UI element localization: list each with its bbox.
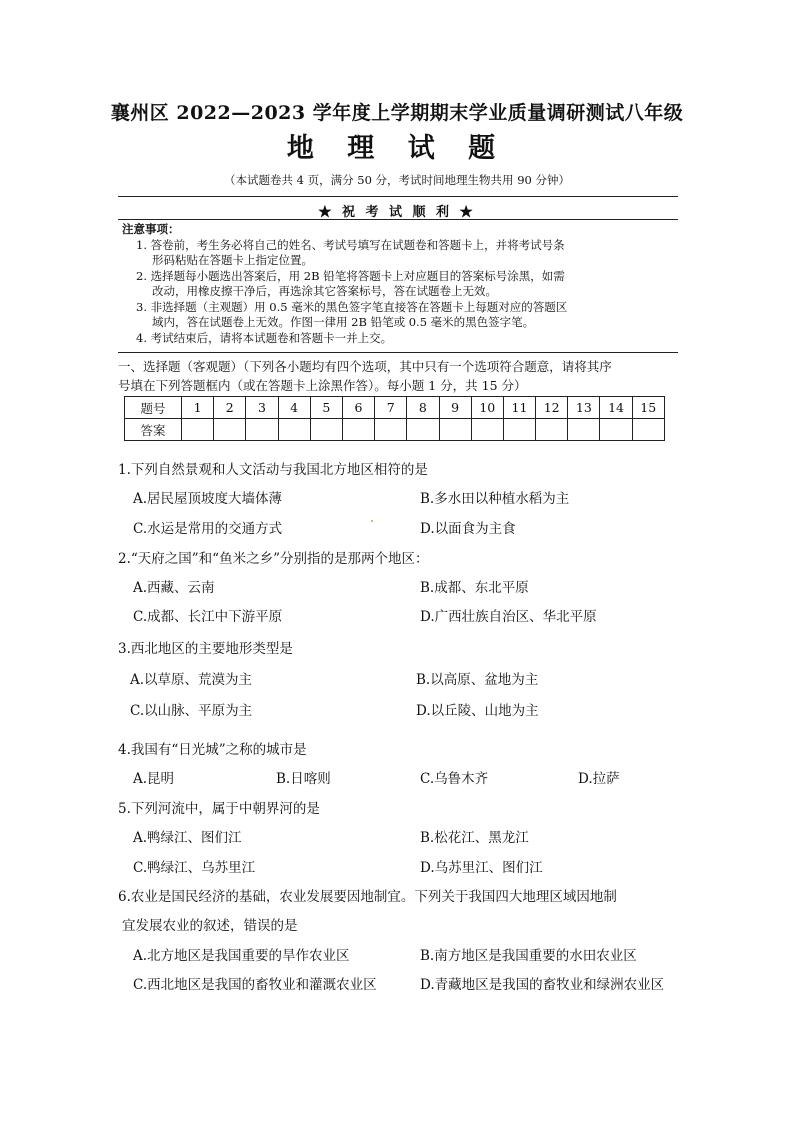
question-2-stem: 2.“天府之国”和“鱼米之乡”分别指的是那两个地区： — [118, 551, 429, 567]
question-6-option-d: D.青藏地区是我国的畜牧业和绿洲农业区 — [420, 977, 665, 993]
question-1-option-d: D.以面食为主食 — [420, 521, 516, 537]
answer-cell[interactable] — [568, 419, 600, 441]
answer-cell[interactable] — [600, 419, 632, 441]
answer-cell[interactable] — [439, 419, 471, 441]
exam-title: 襄州区 2022—2023 学年度上学期期末学业质量调研测试八年级 — [110, 102, 684, 124]
question-number-cell: 9 — [439, 397, 471, 419]
question-number-cell: 10 — [471, 397, 503, 419]
answer-table — [124, 396, 665, 441]
question-1-option-b: B.多水田以种植水稻为主 — [420, 491, 570, 507]
question-number-cell: 11 — [503, 397, 535, 419]
answer-cell[interactable] — [632, 419, 664, 441]
answer-cell[interactable] — [214, 419, 246, 441]
ink-speck — [371, 520, 373, 522]
answer-table-row-numbers — [125, 397, 665, 419]
question-number-cell: 15 — [632, 397, 664, 419]
question-number-cell: 12 — [536, 397, 568, 419]
question-number-cell: 6 — [342, 397, 374, 419]
notice-line: 3. 非选择题（主观题）用 0.5 毫米的黑色签字笔直接答在答题卡上每题对应的答题区 — [136, 299, 568, 314]
notice-block — [118, 222, 678, 346]
question-number-cell: 4 — [278, 397, 310, 419]
question-6-option-c: C.西北地区是我国的畜牧业和灌溉农业区 — [133, 977, 377, 993]
question-number-cell: 1 — [182, 397, 214, 419]
notice-line: 4. 考试结束后，请将本试题卷和答题卡一并上交。 — [136, 330, 393, 345]
question-4-option-d: D.拉萨 — [578, 771, 620, 787]
question-1-stem: 1.下列自然景观和人文活动与我国北方地区相符的是 — [118, 462, 428, 478]
row-label-answer: 答案 — [125, 419, 182, 441]
question-1-option-a: A.居民屋顶坡度大墙体薄 — [133, 491, 283, 507]
subject-title: 地 理 试 题 — [286, 133, 508, 164]
answer-cell[interactable] — [503, 419, 535, 441]
question-number-cell: 14 — [600, 397, 632, 419]
question-5-option-a: A.鸭绿江、图们江 — [133, 830, 242, 846]
question-3-option-b: B.以高原、盆地为主 — [416, 672, 539, 688]
exam-info: （本试题卷共 4 页，满分 50 分，考试时间地理生物共用 90 分钟） — [223, 173, 570, 187]
question-5-option-d: D.乌苏里江、图们江 — [420, 860, 543, 876]
answer-cell[interactable] — [536, 419, 568, 441]
answer-cell[interactable] — [471, 419, 503, 441]
question-3-option-a: A.以草原、荒漠为主 — [130, 672, 253, 688]
question-3-option-d: D.以丘陵、山地为主 — [416, 703, 539, 719]
question-number-cell: 7 — [375, 397, 407, 419]
answer-cell[interactable] — [278, 419, 310, 441]
answer-cell[interactable] — [246, 419, 278, 441]
question-3-option-c: C.以山脉、平原为主 — [130, 703, 253, 719]
question-4-option-b: B.日喀则 — [276, 771, 331, 787]
question-number-cell: 5 — [310, 397, 342, 419]
question-4-option-a: A.昆明 — [133, 771, 175, 787]
question-5-option-c: C.鸭绿江、乌苏里江 — [133, 860, 256, 876]
good-luck-banner: ★ 祝 考 试 顺 利 ★ — [318, 205, 476, 220]
notice-line: 改动，用橡皮擦干净后，再选涂其它答案标号，答在试题卷上无效。 — [152, 284, 497, 298]
question-4-option-c: C.乌鲁木齐 — [420, 771, 489, 787]
question-number-cell: 3 — [246, 397, 278, 419]
notice-line: 域内，答在试题卷上无效。作图一律用 2B 铅笔或 0.5 毫米的黑色签字笔。 — [152, 315, 535, 329]
answer-cell[interactable] — [407, 419, 439, 441]
question-3-stem: 3.西北地区的主要地形类型是 — [118, 641, 293, 657]
answer-table-row-answers — [125, 419, 665, 441]
row-label-number: 题号 — [125, 397, 182, 419]
question-5-option-b: B.松花江、黑龙江 — [420, 830, 529, 846]
section-line: 号填在下列答题框内（或在答题卡上涂黑作答）。每小题 1 分，共 15 分） — [118, 378, 527, 393]
question-6-option-b: B.南方地区是我国重要的水田农业区 — [420, 948, 637, 964]
notice-line: 1. 答卷前，考生务必将自己的姓名、考试号填写在试题卷和答题卡上，并将考试号条 — [136, 237, 565, 252]
question-number-cell: 8 — [407, 397, 439, 419]
answer-cell[interactable] — [310, 419, 342, 441]
section-line: 一、选择题（客观题）（下列各小题均有四个选项，其中只有一个选项符合题意，请将其序 — [118, 359, 612, 374]
question-4-stem: 4.我国有“日光城”之称的城市是 — [118, 742, 307, 758]
question-2-option-b: B.成都、东北平原 — [420, 580, 529, 596]
question-6-stem: 6.农业是国民经济的基础，农业发展要因地制宜。下列关于我国四大地理区域因地制 — [118, 889, 617, 905]
notice-line: 形码粘贴在答题卡上指定位置。 — [152, 253, 313, 267]
question-2-option-a: A.西藏、云南 — [133, 580, 215, 596]
answer-cell[interactable] — [342, 419, 374, 441]
question-2-option-d: D.广西壮族自治区、华北平原 — [420, 609, 597, 625]
divider-notes-top — [118, 219, 678, 220]
divider-top — [118, 196, 678, 197]
question-1-option-c: C.水运是常用的交通方式 — [133, 521, 283, 537]
answer-cell[interactable] — [182, 419, 214, 441]
notice-title: 注意事项： — [122, 222, 180, 236]
answer-cell[interactable] — [375, 419, 407, 441]
question-2-option-c: C.成都、长江中下游平原 — [133, 609, 283, 625]
divider-notes-bottom — [118, 352, 678, 353]
notice-line: 2. 选择题每小题选出答案后，用 2B 铅笔将答题卡上对应题目的答案标号涂黑，如需 — [136, 268, 565, 283]
question-5-stem: 5.下列河流中，属于中朝界河的是 — [118, 801, 320, 817]
question-6-option-a: A.北方地区是我国重要的旱作农业区 — [133, 948, 350, 964]
section-instructions — [118, 357, 683, 395]
question-6-stem-cont: 宜发展农业的叙述，错误的是 — [122, 918, 298, 934]
question-number-cell: 13 — [568, 397, 600, 419]
question-number-cell: 2 — [214, 397, 246, 419]
